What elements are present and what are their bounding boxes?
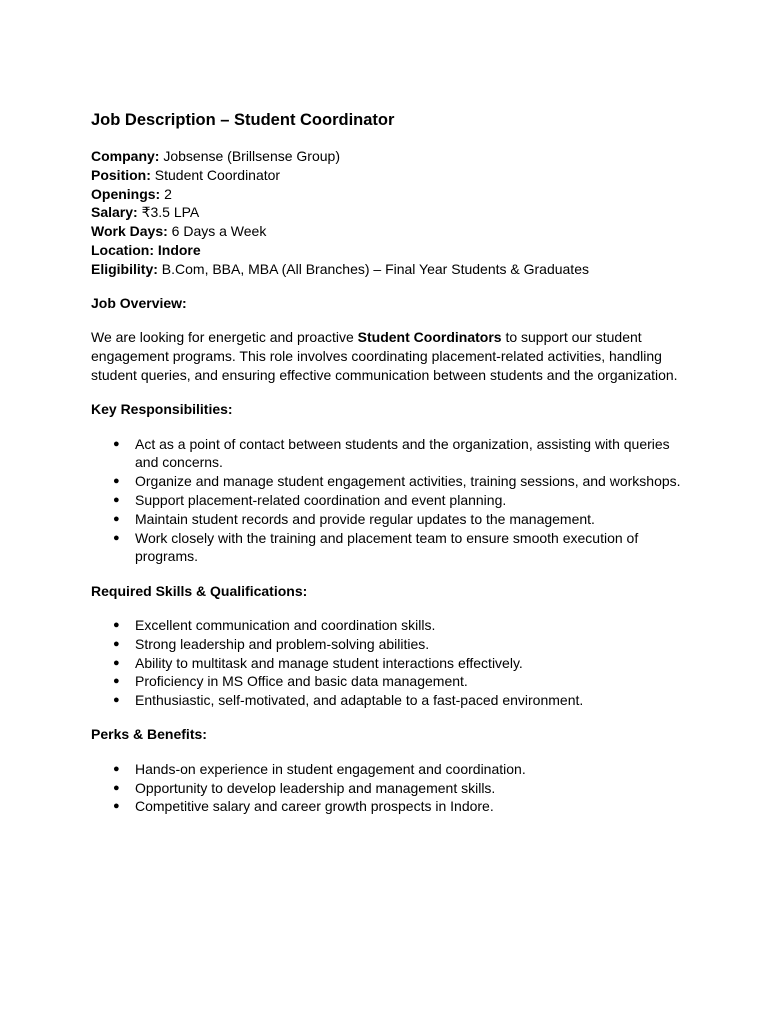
list-item xyxy=(91,691,688,710)
list-item-text: Act as a point of contact between students and the organization, assisting with queries and concerns. xyxy=(135,435,670,471)
field-salary xyxy=(91,203,688,222)
list-item xyxy=(91,779,688,798)
bullet-icon: ● xyxy=(113,675,120,688)
field-openings xyxy=(91,185,688,204)
list-item xyxy=(91,797,688,816)
overview-text-end: to support our student engagement programs. This role involves coordinating placement-related activities, handling student queries, and ensuring effective communication between students and the organization. xyxy=(91,329,678,383)
list-item-text: Organize and manage student engagement activities, training sessions, and workshops. xyxy=(135,473,681,490)
field-position xyxy=(91,166,688,185)
field-eligibility xyxy=(91,260,688,279)
list-item-text: Maintain student records and provide regular updates to the management. xyxy=(135,510,595,527)
field-work-days xyxy=(91,222,688,241)
list-item-text: Proficiency in MS Office and basic data management. xyxy=(135,673,468,690)
bullet-icon: ● xyxy=(113,437,120,450)
field-label: Eligibility: xyxy=(91,260,158,277)
bullet-icon: ● xyxy=(113,656,120,669)
bullet-icon: ● xyxy=(113,512,120,525)
list-item-text: Strong leadership and problem-solving abilities. xyxy=(135,635,430,652)
bullet-icon: ● xyxy=(113,781,120,794)
job-details xyxy=(91,147,688,279)
bullet-icon: ● xyxy=(113,531,120,544)
list-item-text: Ability to multitask and manage student interactions effectively. xyxy=(135,654,523,671)
list-item xyxy=(91,654,688,673)
field-label: Location: Indore xyxy=(91,241,201,258)
bullet-icon: ● xyxy=(113,637,120,650)
field-company xyxy=(91,147,688,166)
field-value: Jobsense (Brillsense Group) xyxy=(159,148,340,164)
list-item xyxy=(91,510,688,529)
list-item xyxy=(91,672,688,691)
list-item-text: Hands-on experience in student engagement and coordination. xyxy=(135,760,526,777)
field-label: Openings: xyxy=(91,185,161,202)
list-item xyxy=(91,435,688,473)
list-item xyxy=(91,616,688,635)
bullet-icon: ● xyxy=(113,618,120,631)
field-value: 2 xyxy=(160,185,172,202)
field-label: Work Days: xyxy=(91,223,168,240)
overview-text-bold: Student Coordinators xyxy=(357,329,502,346)
list-item xyxy=(91,529,688,567)
responsibilities-heading: Key Responsibilities: xyxy=(91,401,233,418)
bullet-icon: ● xyxy=(113,475,120,488)
list-item xyxy=(91,635,688,654)
list-item-text: Work closely with the training and placement team to ensure smooth execution of programs. xyxy=(135,529,639,565)
bullet-icon: ● xyxy=(113,762,120,775)
field-value: Student Coordinator xyxy=(150,166,281,183)
perks-list xyxy=(91,760,688,816)
overview-heading: Job Overview: xyxy=(91,295,187,312)
responsibilities-list xyxy=(91,435,688,567)
field-value: B.Com, BBA, MBA (All Branches) – Final Year Students & Graduates xyxy=(157,260,589,277)
field-value: 6 Days a Week xyxy=(167,223,267,240)
field-label: Salary: xyxy=(91,204,138,221)
list-item-text: Support placement-related coordination and event planning. xyxy=(135,491,507,508)
list-item xyxy=(91,760,688,779)
perks-heading: Perks & Benefits: xyxy=(91,726,207,743)
field-label: Company: xyxy=(91,148,160,164)
skills-list xyxy=(91,616,688,710)
list-item xyxy=(91,472,688,491)
bullet-icon: ● xyxy=(113,493,120,506)
list-item-text: Competitive salary and career growth prospects in Indore. xyxy=(135,798,494,815)
list-item-text: Excellent communication and coordination skills. xyxy=(135,616,436,633)
field-label: Position: xyxy=(91,166,151,183)
list-item-text: Enthusiastic, self-motivated, and adaptable to a fast-paced environment. xyxy=(135,692,584,709)
bullet-icon: ● xyxy=(113,800,120,813)
field-value: ₹3.5 LPA xyxy=(137,204,200,221)
overview-text-start: We are looking for energetic and proactive xyxy=(91,329,358,346)
skills-heading: Required Skills & Qualifications: xyxy=(91,582,308,599)
page-title: Job Description – Student Coordinator xyxy=(91,111,395,129)
list-item-text: Opportunity to develop leadership and management skills. xyxy=(135,779,496,796)
field-location xyxy=(91,241,688,260)
overview-paragraph xyxy=(91,328,688,384)
bullet-icon: ● xyxy=(113,694,120,707)
list-item xyxy=(91,491,688,510)
